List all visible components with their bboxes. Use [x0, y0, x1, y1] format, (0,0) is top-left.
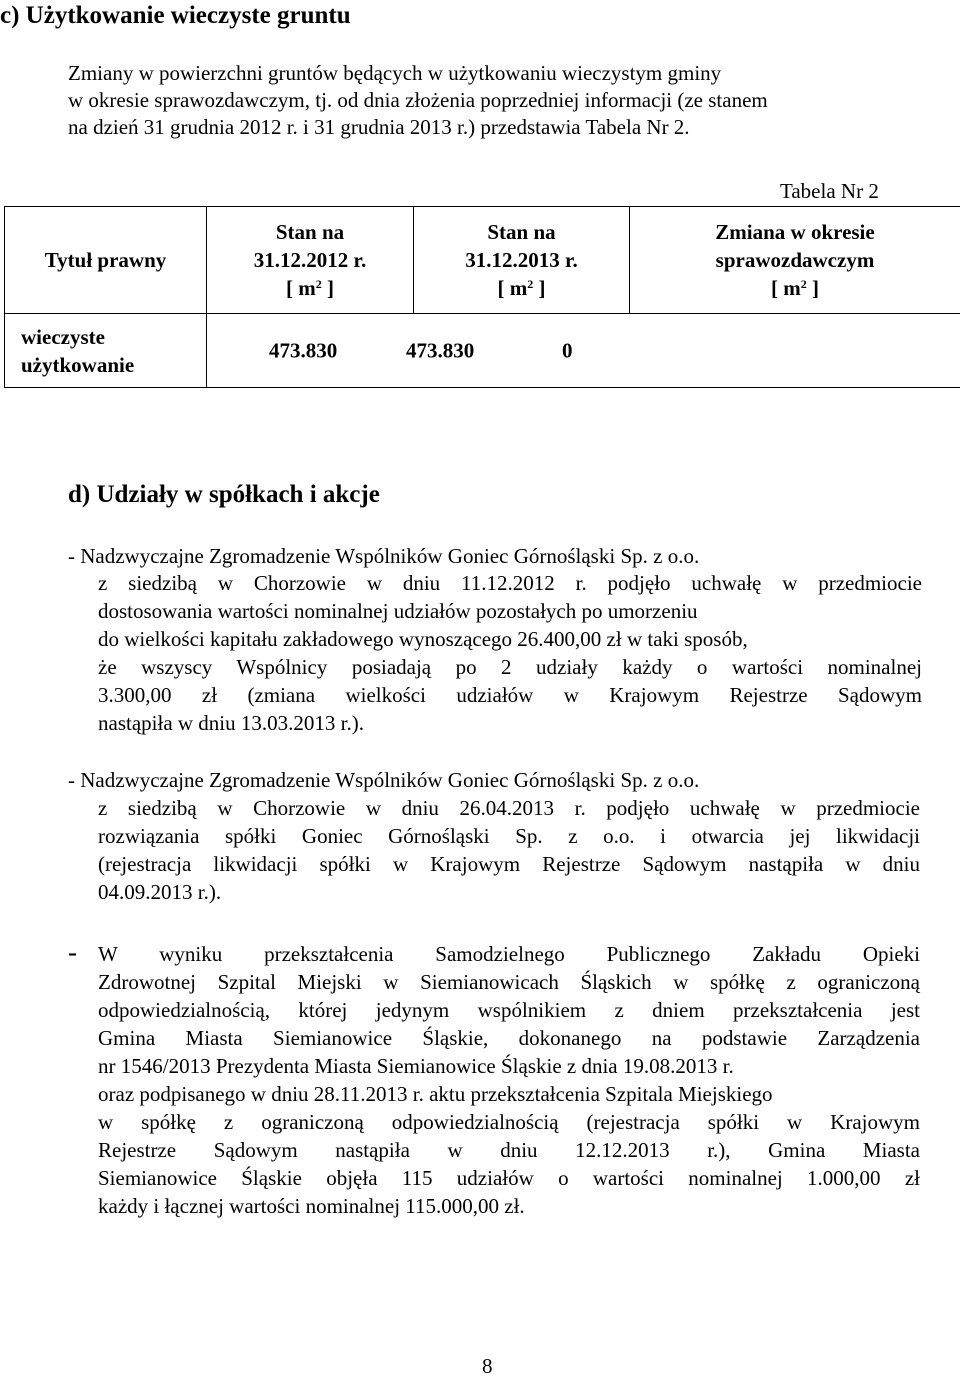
row-values	[207, 314, 960, 388]
item3-line-3: odpowiedzialnością, której jedynym wspólnikiem z dniem przekształcenia jest	[98, 998, 920, 1046]
item2-line-2: z siedzibą w Chorzowie w dniu 26.04.2013 r. podjęło uchwałę w przedmiocie	[98, 796, 920, 844]
item3-line-6: oraz podpisanego w dniu 28.11.2013 r. aktu przekształcenia Szpitala Miejskiego	[98, 1082, 773, 1106]
row-label-perpetual-use: wieczyste użytkowanie	[5, 314, 207, 388]
item3-line-10: każdy i łącznej wartości nominalnej 115.000,00 zł.	[98, 1194, 525, 1218]
section-c-line-2: w okresie sprawozdawczym, tj. od dnia złożenia poprzedniej informacji (ze stanem	[68, 88, 768, 112]
item2-line-3: rozwiązania spółki Goniec Górnośląski Sp. z o.o. i otwarcia jej likwidacji	[98, 824, 920, 872]
item3-line-8: Rejestrze Sądowym nastąpiła w dniu 12.12.2013 r.), Gmina Miasta	[98, 1138, 920, 1186]
item3-line-1: W wyniku przekształcenia Samodzielnego Publicznego Zakładu Opieki	[98, 942, 920, 990]
item1-line-3: dostosowania wartości nominalnej udziałów pozostałych po umorzeniu	[98, 599, 698, 623]
table-header-row	[5, 207, 960, 314]
section-c-heading: c) Użytkowanie wieczyste gruntu	[0, 2, 351, 30]
item2-line-5: 04.09.2013 r.).	[98, 880, 221, 904]
header-change: Zmiana w okresie sprawozdawczym [ $m^2$ ]	[630, 207, 960, 314]
item1-line-7: nastąpiła w dniu 13.03.2013 r.).	[98, 711, 364, 735]
header-state-2013: Stan na 31.12.2013 r. [ $m^2$ ]	[414, 207, 630, 314]
header-legal-title: Tytuł prawny	[5, 207, 207, 314]
value-2013: 473.830	[406, 338, 474, 363]
header-state-2012: Stan na 31.12.2012 r. [ $m^2$ ]	[207, 207, 414, 314]
item1-line-5: że wszyscy Wspólnicy posiadają po 2 udziały każdy o wartości nominalnej	[98, 655, 922, 703]
land-use-table	[4, 206, 960, 388]
value-2012: 473.830	[269, 338, 337, 363]
item2-line-1: - Nadzwyczajne Zgromadzenie Wspólników Goniec Górnośląski Sp. z o.o.	[68, 768, 699, 792]
item2-line-4: (rejestracja likwidacji spółki w Krajowym Rejestrze Sądowym nastąpiła w dniu	[98, 852, 920, 900]
page-number: 8	[482, 1354, 493, 1378]
item1-line-4: do wielkości kapitału zakładowego wynoszącego 26.400,00 zł w taki sposób,	[98, 627, 748, 651]
item1-line-6: 3.300,00 zł (zmiana wielkości udziałów w Krajowym Rejestrze Sądowym	[98, 683, 922, 731]
item3-line-4: Gmina Miasta Siemianowice Śląskie, dokonanego na podstawie Zarządzenia	[98, 1026, 920, 1074]
item1-line-1: - Nadzwyczajne Zgromadzenie Wspólników Goniec Górnośląski Sp. z o.o.	[68, 544, 699, 568]
item3-dash: -	[68, 938, 77, 966]
section-c-line-3: na dzień 31 grudnia 2012 r. i 31 grudnia 2013 r.) przedstawia Tabela Nr 2.	[68, 115, 690, 139]
item3-line-9: Siemianowice Śląskie objęła 115 udziałów o wartości nominalnej 1.000,00 zł	[98, 1166, 920, 1214]
table-caption: Tabela Nr 2	[780, 179, 879, 203]
section-d-heading: d) Udziały w spółkach i akcje	[68, 481, 380, 509]
item3-line-2: Zdrowotnej Szpital Miejski w Siemianowicach Śląskich w spółkę z ograniczoną	[98, 970, 920, 1018]
item3-line-5: nr 1546/2013 Prezydenta Miasta Siemianowice Śląskie z dnia 19.08.2013 r.	[98, 1054, 734, 1078]
table-row	[5, 314, 960, 388]
item1-line-2: z siedzibą w Chorzowie w dniu 11.12.2012 r. podjęło uchwałę w przedmiocie	[98, 571, 922, 619]
item3-line-7: w spółkę z ograniczoną odpowiedzialnością (rejestracja spółki w Krajowym	[98, 1110, 920, 1158]
section-c-line-1: Zmiany w powierzchni gruntów będących w użytkowaniu wieczystym gminy	[68, 61, 721, 85]
value-change: 0	[562, 338, 573, 363]
